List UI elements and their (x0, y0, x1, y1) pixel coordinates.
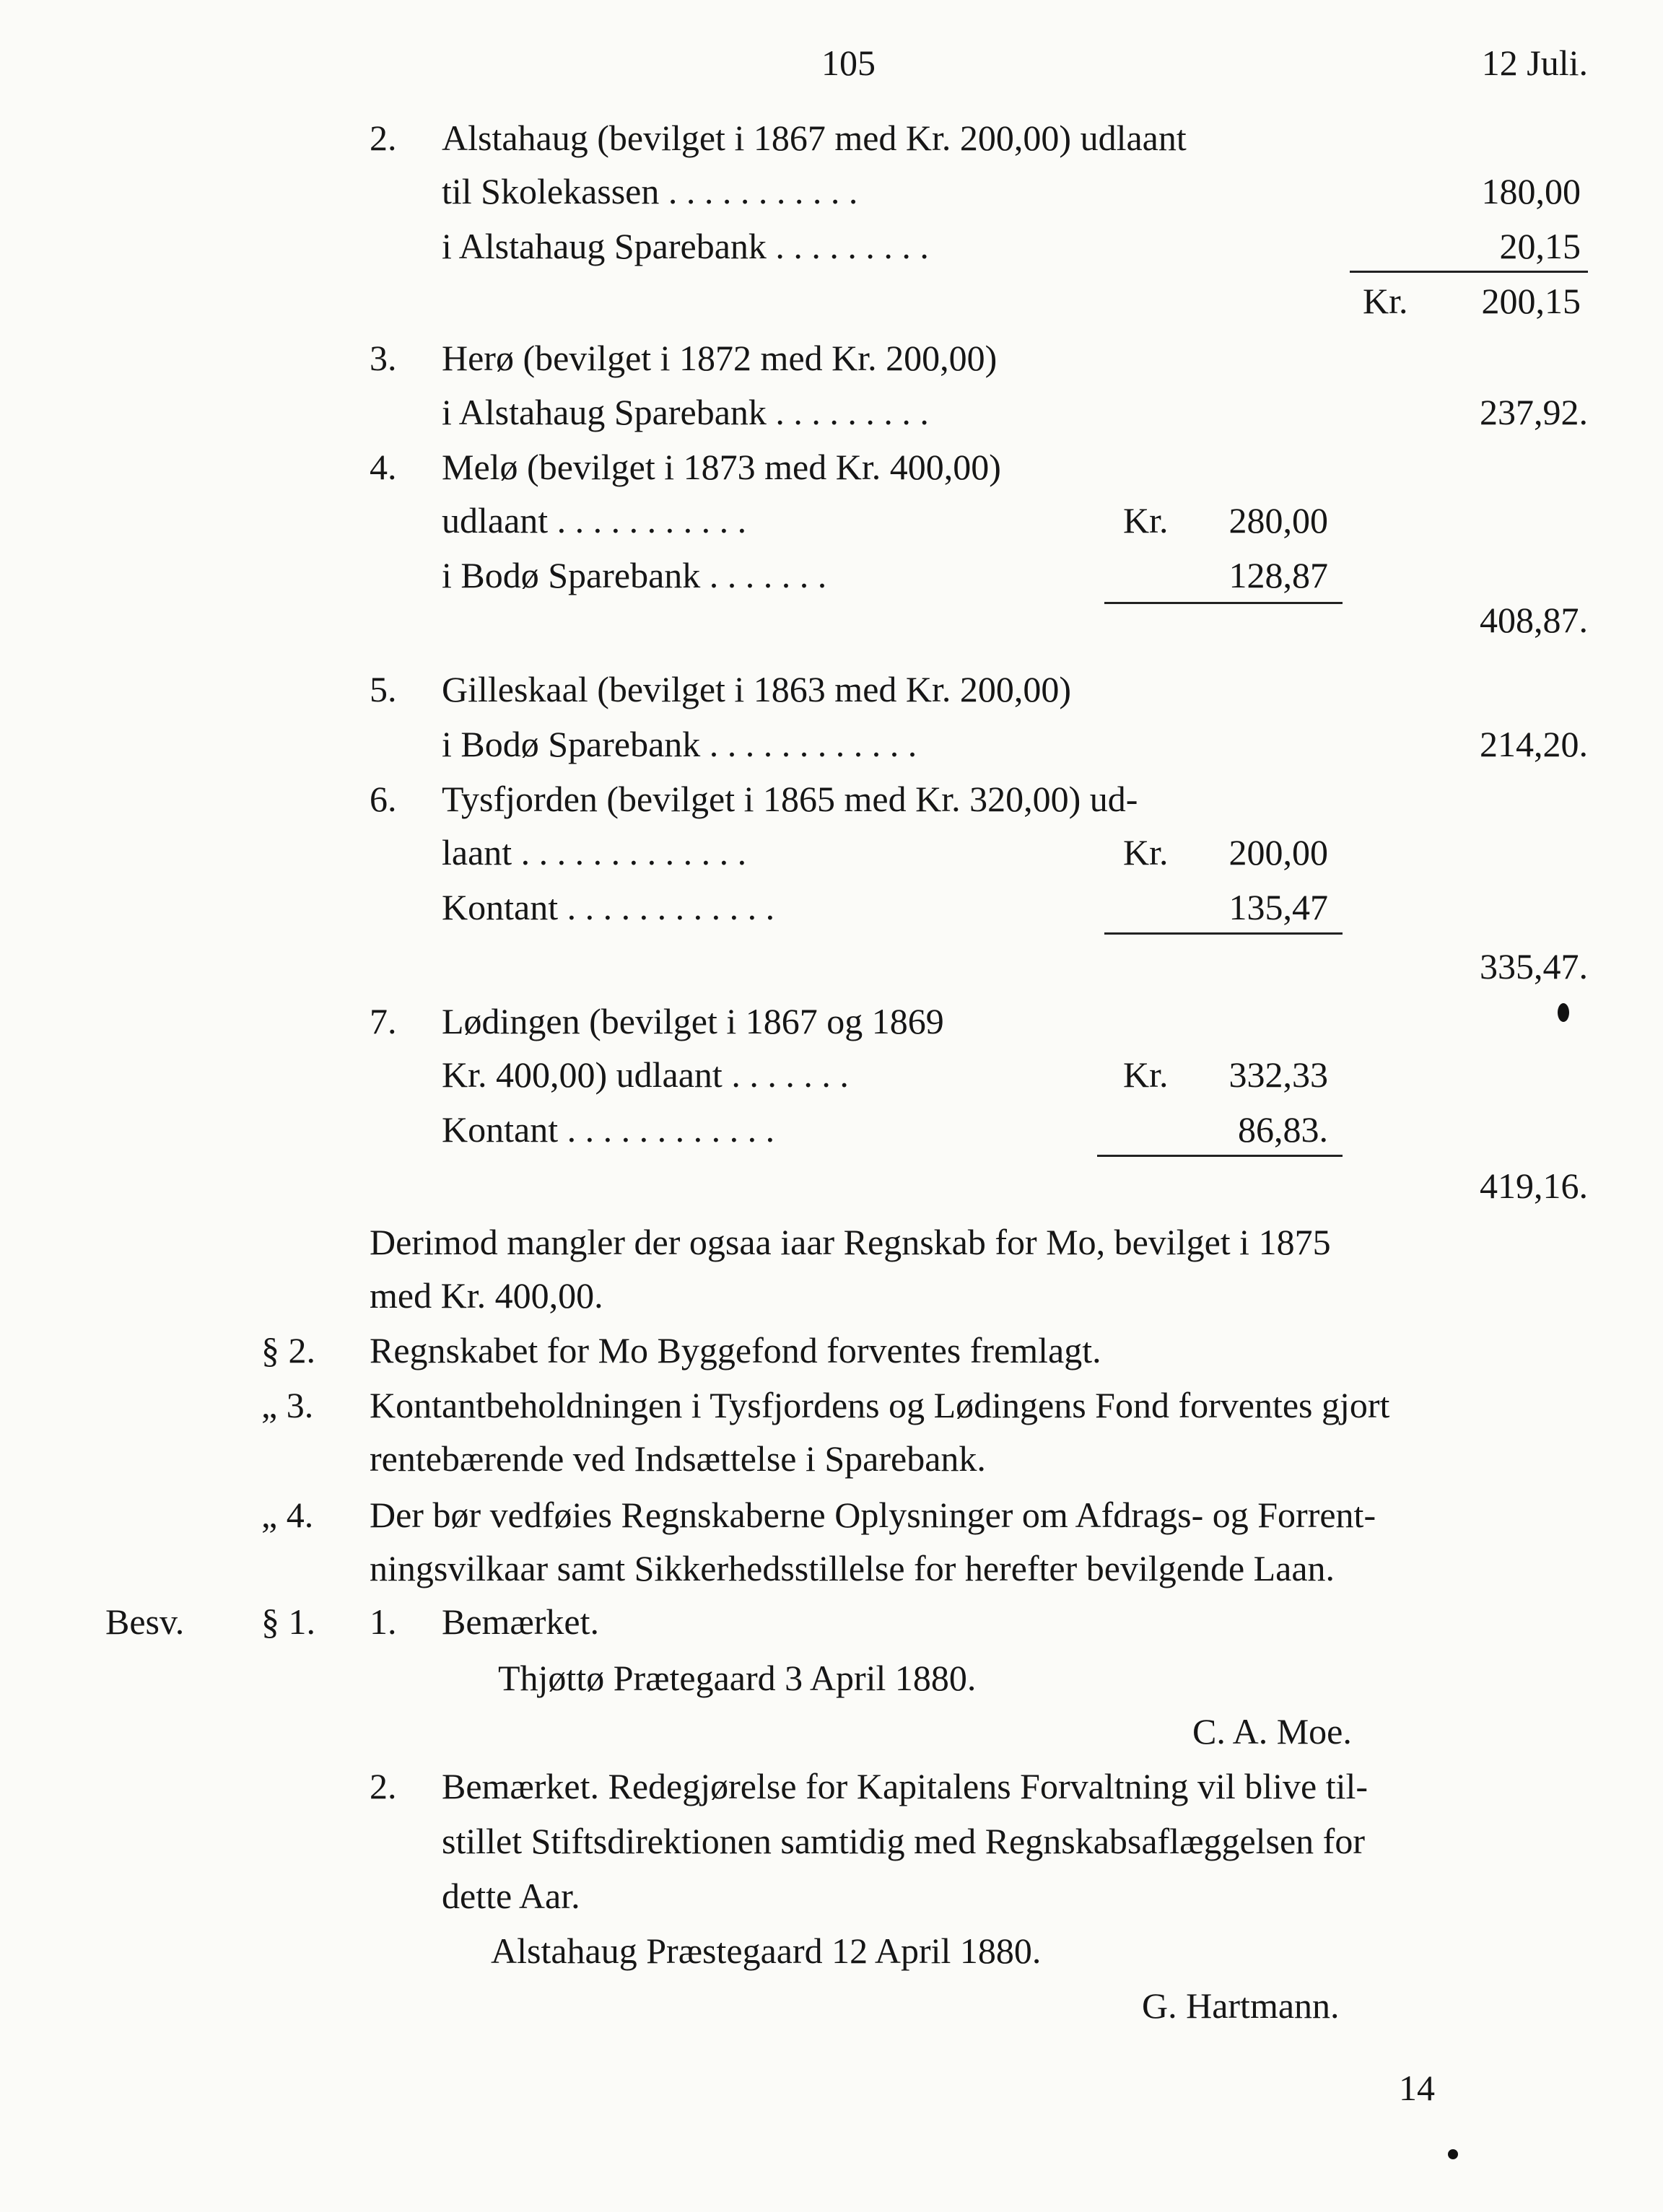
sum-rule (1097, 1155, 1343, 1157)
besv-label: Besv. (105, 1601, 185, 1642)
item-line: i Alstahaug Sparebank . . . . . . . . . (442, 226, 929, 266)
paragraph-line: Kontantbeholdningen i Tysfjordens og Lødingens Fond forventes gjort (370, 1385, 1390, 1425)
item-line: Lødingen (bevilget i 1867 og 1869 (442, 1001, 944, 1041)
total-prefix: Kr. (1363, 281, 1408, 321)
item-number: 7. (370, 1001, 397, 1041)
item-number: 6. (370, 779, 397, 819)
item-line: Herø (bevilget i 1872 med Kr. 200,00) (442, 338, 998, 378)
paragraph-mark: „ 3. (261, 1385, 314, 1425)
sub-amount: 200,00 (1228, 832, 1328, 873)
paragraph-line: Regnskabet for Mo Byggefond forventes fremlagt. (370, 1330, 1101, 1371)
sub-amount: 135,47 (1228, 887, 1328, 927)
item-line: udlaant . . . . . . . . . . . (442, 500, 747, 541)
item-total: 335,47. (1480, 946, 1588, 987)
answer-signer: C. A. Moe. (1192, 1711, 1352, 1752)
page-number: 105 (821, 43, 876, 83)
item-line: laant . . . . . . . . . . . . . (442, 832, 747, 873)
sub-amount: 280,00 (1228, 500, 1328, 541)
item-number: 4. (370, 447, 397, 487)
ink-speck (1558, 1003, 1569, 1022)
paragraph-line: ningsvilkaar samt Sikkerhedsstillelse for herefter bevilgende Laan. (370, 1548, 1335, 1588)
answer-line: stillet Stiftsdirektionen samtidig med Regnskabsaflæggelsen for (442, 1821, 1365, 1861)
answer-text: Bemærket. (442, 1601, 600, 1642)
item-line: Kontant . . . . . . . . . . . . (442, 887, 775, 927)
item-total: 408,87. (1480, 600, 1588, 640)
paragraph-line: rentebærende ved Indsættelse i Sparebank. (370, 1438, 986, 1479)
item-line: Alstahaug (bevilget i 1867 med Kr. 200,00) udlaant (442, 118, 1187, 158)
item-line: til Skolekassen . . . . . . . . . . . (442, 171, 858, 211)
item-total: 419,16. (1480, 1166, 1588, 1206)
paragraph-mark: § 2. (261, 1330, 315, 1371)
item-number: 2. (370, 118, 397, 158)
sub-amount: 332,33 (1228, 1054, 1328, 1095)
sum-rule (1104, 932, 1343, 935)
item-line: i Bodø Sparebank . . . . . . . . . . . . (442, 724, 917, 764)
sub-prefix: Kr. (1123, 832, 1169, 873)
besv-mark: § 1. (261, 1601, 315, 1642)
answer-number: 1. (370, 1601, 397, 1642)
derimod-line: med Kr. 400,00. (370, 1275, 603, 1316)
sum-rule (1350, 271, 1588, 273)
header-date: 12 Juli. (1481, 43, 1588, 83)
ink-speck (1448, 2149, 1458, 2159)
item-number: 3. (370, 338, 397, 378)
sub-prefix: Kr. (1123, 500, 1169, 541)
item-line: Tysfjorden (bevilget i 1865 med Kr. 320,00) ud- (442, 779, 1138, 819)
sum-rule (1104, 602, 1343, 604)
item-line: Kr. 400,00) udlaant . . . . . . . (442, 1054, 849, 1095)
item-line: i Bodø Sparebank . . . . . . . (442, 555, 827, 595)
item-total: 237,92. (1480, 392, 1588, 432)
derimod-line: Derimod mangler der ogsaa iaar Regnskab for Mo, bevilget i 1875 (370, 1222, 1331, 1262)
paragraph-line: Der bør vedføies Regnskaberne Oplysninger om Afdrags- og Forrent- (370, 1495, 1376, 1535)
item-amount: 180,00 (1481, 171, 1581, 211)
item-total: 214,20. (1480, 724, 1588, 764)
sub-amount: 86,83. (1238, 1109, 1328, 1150)
item-total: 200,15 (1481, 281, 1581, 321)
paragraph-mark: „ 4. (261, 1495, 314, 1535)
answer-line: Bemærket. Redegjørelse for Kapitalens Forvaltning vil blive til- (442, 1766, 1369, 1806)
answer-signer: G. Hartmann. (1142, 1985, 1340, 2026)
sub-amount: 128,87 (1228, 555, 1328, 595)
item-amount: 20,15 (1499, 226, 1581, 266)
item-line: Kontant . . . . . . . . . . . . (442, 1109, 775, 1150)
answer-number: 2. (370, 1766, 397, 1806)
item-number: 5. (370, 669, 397, 709)
answer-place: Thjøttø Prætegaard 3 April 1880. (498, 1658, 977, 1698)
item-line: Gilleskaal (bevilget i 1863 med Kr. 200,00) (442, 669, 1072, 709)
item-line: i Alstahaug Sparebank . . . . . . . . . (442, 392, 929, 432)
item-line: Melø (bevilget i 1873 med Kr. 400,00) (442, 447, 1001, 487)
answer-line: dette Aar. (442, 1876, 580, 1916)
sub-prefix: Kr. (1123, 1054, 1169, 1095)
answer-place: Alstahaug Præstegaard 12 April 1880. (491, 1931, 1042, 1971)
signature-mark: 14 (1399, 2068, 1435, 2108)
